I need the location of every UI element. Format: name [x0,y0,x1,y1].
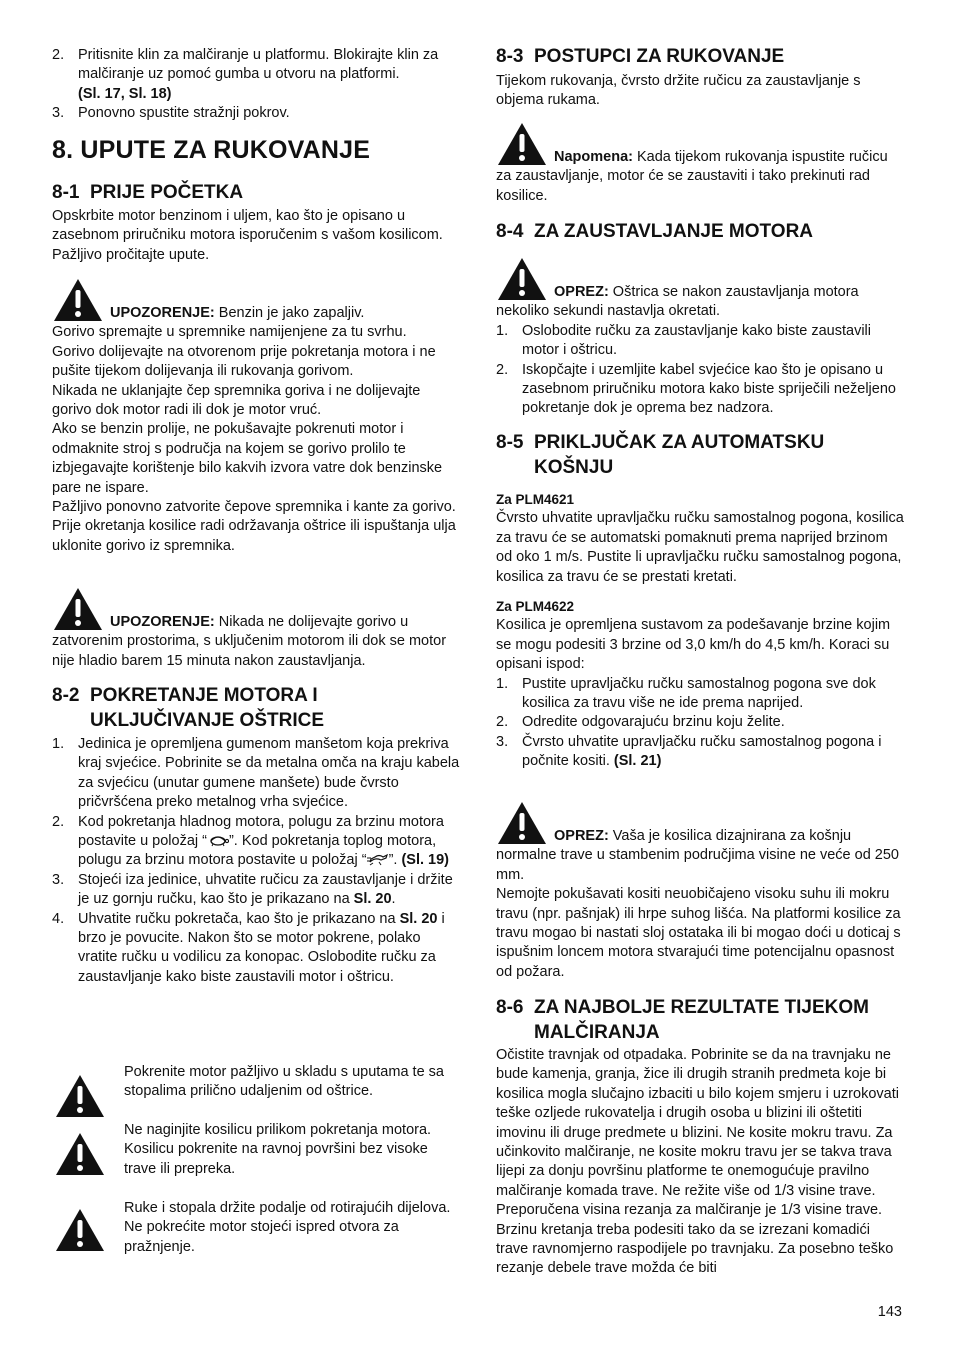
warning-triangle-icon [496,800,548,846]
chapter-title: 8. UPUTE ZA RUKOVANJE [52,136,371,164]
rabbit-fast-icon [367,852,389,866]
warning-body: Gorivo spremajte u spremnike namijenjene za tu svrhu. Gorivo dolijevajte na otvorenom prije pokretanja motora i ne pušite tijekom dolijevanja ili rukovanja gorivom. Nikada ne uklanjajte čep spremnika goriva i ne dolijevajte gorivo dok motor radi ili dok je motor vruć. Ako se benzin prolije, ne pokušavajte pokrenuti motor i odmaknite stroj s područja na kojem se gorivo prolilo te izbjegavajte korištenje bilo kakvih izvora vatre dok benzinske pare ne ispare. Pažljivo ponovno zatvorite čepove spremnika i kante za gorivo. Prije okretanja kosilice radi održavanja oštrice ili ispuštanja ulja uklonite gorivo iz spremnika. [52,324,456,554]
list-item: 1. Pustite upravljačku ručku samostalnog pogona sve dok kosilica za travu više ne ide prema naprijed. [496,675,876,712]
list-item: 4. Uhvatite ručku pokretača, kao što je prikazano na Sl. 20 i brzo je povucite. Nakon što se motor pokrene, polako vratite ručku u vodilicu za konopac. Oslobodite ručku za zaustavljanje kako biste zaustavili motor i oštricu. [52,910,445,985]
warning-triangle-icon [54,1073,106,1119]
list-item: 2. Iskopčajte i uzemljite kabel svjećice kao što je opisano u zasebnom priručniku motora kako biste spriječili neželjeno pokretanje dok je oprema bez nadzora. [496,361,896,417]
section-heading-8-4: 8-4 ZA ZAUSTAVLJANJE MOTORA [496,221,814,242]
list-item: 1. Jedinica je opremljena gumenom manšetom koja prekriva kraj svjećice. Pobrinite se da metalna omča na kraju kabela za svjećicu (unutar gumene manšete) bude čvrsto pričvršćena preko metalnog vrha svjećice. [52,736,460,811]
turtle-slow-icon [207,833,229,847]
warning-triangle-icon [54,1207,106,1253]
list-item: 2. Kod pokretanja hladnog motora, polugu za brzinu motora postavite u položaj “ ”. Kod pokretanja toplog motora, polugu za brzinu motora postavite u položaj “ ”. (Sl. 19) [52,813,449,869]
speed-steps-list [496,675,906,772]
auto-mowing-section: Za PLM4621 Čvrsto uhvatite upravljačku ručku samostalnog pogona, kosilica za travu će se automatski pomaknuti prema naprijed brzinom od oko 1 m/s. Pustite li upravljačku ručku samostalnog pogona, kosilica za travu će se prestati kretati. Za PLM4622 Kosilica je opremljena sustavom za podešavanje brzine kojim se mogu podesiti 3 brzine od 3,0 km/h do 4,5 km/h. Koraci su opisani ispod: 1. Pustite upravljačku ručku samostalnog pogona sve dok kosilica za travu više ne ide prema naprijed. 2. Odredite odgovarajuću brzinu koju želite. 3. Čvrsto uhvatite upravljačku ručku samostalnog pogona i počnite kositi. (Sl. 21) [496,490,906,772]
note-block: Napomena: Kada tijekom rukovanja ispustite ručicu za zaustavljanje, motor će se zaustaviti i tako prekinuti rad kosilice. [496,121,906,206]
list-item: 3. Stojeći iza jedinice, uhvatite ručicu za zaustavljanje i držite je uz gornju ručku, kao što je prikazano na Sl. 20. [52,871,453,908]
caution-block-2: OPREZ: Vaša je kosilica dizajnirana za košnju normalne trave u stambenim područjima visine ne veće od 250 mm. Nemojte pokušavati kositi neuobičajeno visoku suhu ili mokru travu (npr. pašnjak) ili hrpe suhog lišća. Na platformi kosilice za travu mogao bi nastati sloj ostataka ili bi mogao doći u doticaj s ispušnim loncem motora stvarajući time potencijalnu opasnost od požara. [496,800,906,982]
warning-block-2: UPOZORENJE: Nikada ne dolijevajte gorivo u zatvorenim prostorima, s uključenim motorom ili dok se motor nije hladio barem 15 minuta nakon zaustavljanja. [52,586,462,671]
section-heading-8-6: 8-6 ZA NAJBOLJE REZULTATE TIJEKOM MALČIRANJA [496,997,869,1043]
warning-block-1: UPOZORENJE: Benzin je jako zapaljiv. Gorivo spremajte u spremnike namijenjene za tu svrhu. Gorivo dolijevajte na otvorenom prije pokretanja motora i ne pušite tijekom dolijevanja ili rukovanja gorivom. Nikada ne uklanjajte čep spremnika goriva i ne dolijevajte gorivo dok motor radi ili dok je motor vruć. Ako se benzin prolije, ne pokušavajte pokrenuti motor i odmaknite stroj s područja na kojem se gorivo prolilo te izbjegavajte korištenje bilo kakvih izvora vatre dok benzinske pare ne ispare. Pažljivo ponovno zatvorite čepove spremnika i kante za gorivo. Prije okretanja kosilice radi održavanja oštrice ili ispuštanja ulja uklonite gorivo iz spremnika. [52,277,462,556]
caution-block-1: OPREZ: Oštrica se nakon zaustavljanja motora nekoliko sekundi nastavlja okretati. 1. Oslobodite ručku za zaustavljanje kako biste zaustavili motor i oštricu. 2. Iskopčajte i uzemljite kabel svjećice kao što je opisano u zasebnom priručniku motora kako biste spriječili neželjeno pokretanje dok je oprema bez nadzora. [496,256,906,419]
start-steps-list [52,735,462,987]
warning-triangle-icon [496,256,548,302]
warning-row-2: Ne naginjite kosilicu prilikom pokretanja motora. Kosilicu pokrenite na ravnoj površini bez visoke trave ili prepreka. [52,1121,462,1179]
section-heading-8-2: 8-2 POKRETANJE MOTORA I UKLJUČIVANJE OŠTRICE [52,685,325,731]
top-list [52,46,462,124]
paragraph: Tijekom rukovanja, čvrsto držite ručicu za zaustavljanje s objema rukama. [496,73,861,109]
list-item: 2. Odredite odgovarajuću brzinu koju želite. [496,714,785,731]
stop-steps-list [496,322,906,419]
section-heading-8-5: 8-5 PRIKLJUČAK ZA AUTOMATSKU KOŠNJU [496,432,825,478]
list-item: 2. Pritisnite klin za malčiranje u platformu. Blokirajte klin za malčiranje uz pomoć gumba u otvoru na platformi. (Sl. 17, Sl. 18) [52,47,439,102]
warning-triangle-icon [52,277,104,323]
section-heading-8-3: 8-3 POSTUPCI ZA RUKOVANJE [496,46,785,67]
warning-triangle-icon [52,586,104,632]
list-item: 3. Čvrsto uhvatite upravljačku ručku samostalnog pogona i počnite kositi. (Sl. 21) [496,733,882,770]
paragraph: Opskrbite motor benzinom i uljem, kao što je opisano u zasebnom priručniku motora isporučenim s vašom kosilicom. Pažljivo pročitajte upute. [52,208,443,263]
list-item: 1. Oslobodite ručku za zaustavljanje kako biste zaustavili motor i oštricu. [496,322,871,359]
page-number: 143 [877,1304,902,1320]
section-heading-8-1: 8-1 PRIJE POČETKA [52,182,244,203]
warning-row-3: Ruke i stopala držite podalje od rotirajućih dijelova. Ne pokrećite motor stojeći ispred otvora za pražnjenje. [52,1199,462,1257]
warning-triangle-icon [496,121,548,167]
warning-row-1: Pokrenite motor pažljivo u skladu s uputama te sa stopalima prilično udaljenim od oštrice. [52,1063,462,1102]
warning-triangle-icon [54,1131,106,1177]
paragraph: Očistite travnjak od otpadaka. Pobrinite se da na travnjaku ne bude kamenja, granja, žice ili drugih stranih predmeta koje bi kosilica mogla slučajno izbaciti u bilo kojem smjeru i uzrokovati teške ozljede rukovatelja i drugih osoba u blizini ili oštetiti imovinu ili druge predmete u blizini. Ne kosite mokru travu. Za učinkovito malčiranje, ne kosite mokru travu jer se takva trava lijepi za donju površinu platforme te onemogućuje pravilno malčiranje komada trave. Ne režite više od 1/3 visine trave. Preporučena visina rezanja za malčiranje je 1/3 visine trave. Brzinu kretanja treba podesiti tako da se izrezani komadići trave ravnomjerno raspodijele po travnjaku. Za posebno teško rezanje debele trave možda će biti [496,1047,899,1277]
list-item: 3. Ponovno spustite stražnji pokrov. [52,105,290,122]
